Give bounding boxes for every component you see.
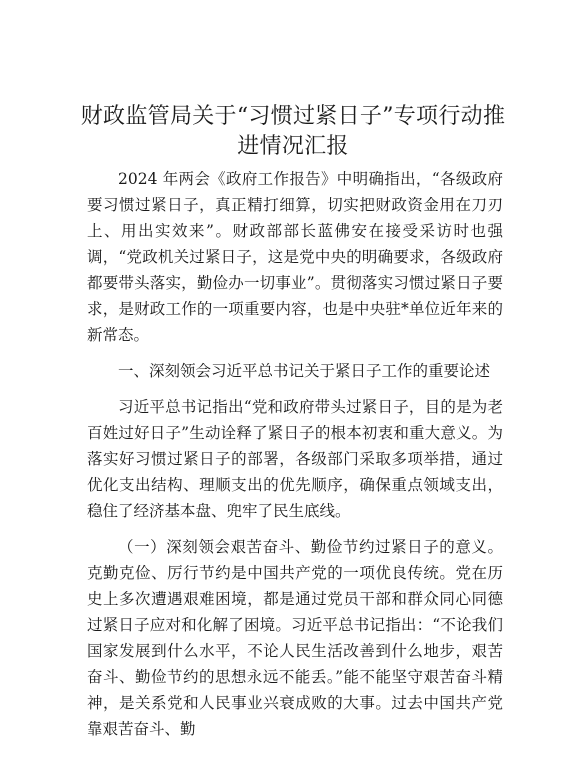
document-title bbox=[60, 102, 526, 162]
subsection-paragraph: （一）深刻领会艰苦奋斗、勤俭节约过紧日子的意义。克勤克俭、厉行节约是中国共产党的一项优良传统。党在历史上多次遭遇艰难困境，都是通过党员干部和群众同心同德过紧日子应对和化解了困境。习近平总书记指出：“不论我们国家发展到什么水平，不论人民生活改善到什么地步，艰苦奋斗、勤俭节约的思想永远不能丢。”能不能坚守艰苦奋斗精神，是关系党和人民事业兴衰成败的大事。过去中国共产党靠艰苦奋斗、勤 bbox=[87, 538, 503, 738]
title-line-2: 进情况汇报 bbox=[237, 134, 349, 159]
title-line-1: 财政监管局关于“习惯过紧日子”专项行动推 bbox=[80, 104, 506, 129]
intro-paragraph: 2024 年两会《政府工作报告》中明确指出，“各级政府要习惯过紧日子，真正精打细算，切实把财政资金用在刀刃上、用出实效来”。财政部部长蓝佛安在接受采访时也强调，“党政机关过紧日子，这是党中央的明确要求，各级政府都要带头落实，勤俭办一切事业”。贯彻落实习惯过紧日子要求，是财政工作的一项重要内容，也是中央驻*单位近年来的新常态。 bbox=[87, 170, 503, 344]
section-paragraph: 习近平总书记指出“党和政府带头过紧日子，目的是为老百姓过好日子”生动诠释了紧日子的根本初衷和重大意义。为落实好习惯过紧日子的部署，各级部门采取多项举措，通过优化支出结构、理顺支出的优先顺序，确保重点领域支出，稳住了经济基本盘、兜牢了民生底线。 bbox=[87, 398, 503, 520]
document-body bbox=[87, 166, 503, 742]
section-heading: 一、深刻领会习近平总书记关于紧日子工作的重要论述 bbox=[118, 362, 491, 380]
